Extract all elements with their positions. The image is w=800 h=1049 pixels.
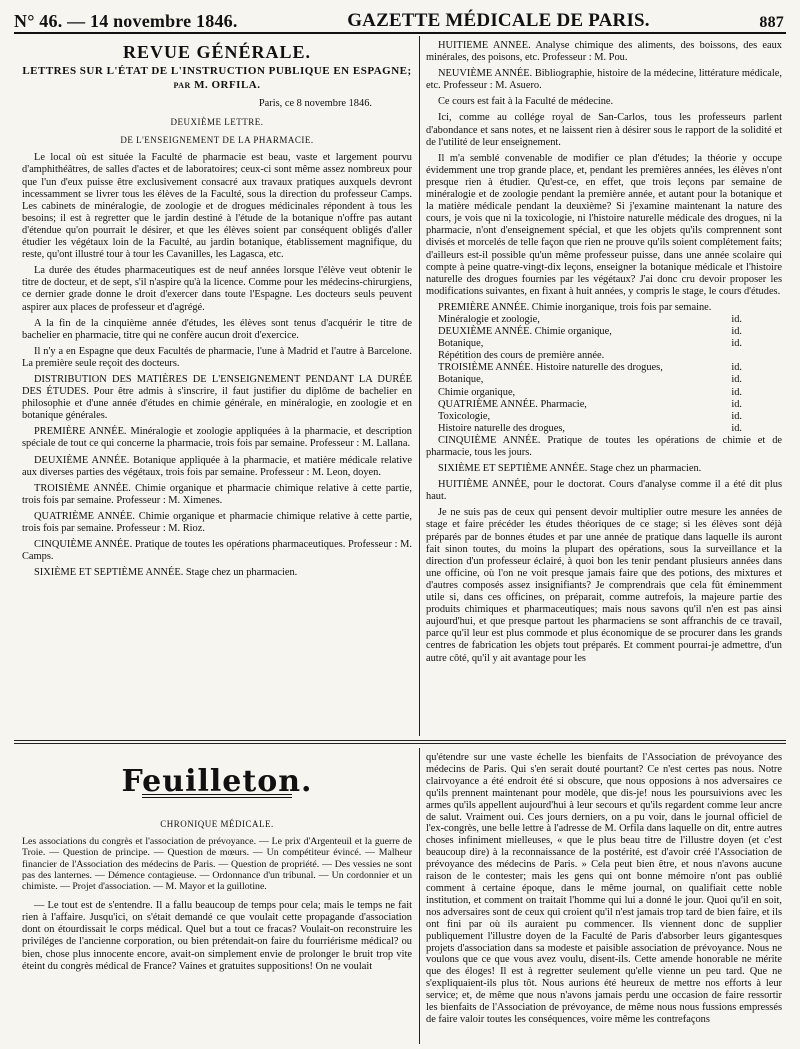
feuilleton-separator [14, 740, 786, 744]
paragraph: Je ne suis pas de ceux qui pensent devoir multiplier outre mesure les années de stage et faire précéder les études théoriques de ce stage; si les élèves sont déjà préparés par de bonnes études et par une année de pratique dans laquelle ils auront fait sinon toutes, du moins la plupart des opérations, sous la surveillance et la direction d'un professeur éclairé, à quoi bon les tenir pendant plusieurs années dans une officine, où l'on ne voit presque jamais faire que des potions, des mixtures et d'autres composés assez insignifiants? Je comprendrais que cela fût éminemment utile si, dans ces officines, on préparait, comme autrefois, la majeure partie des produits chimiques et pharmaceutiques; mais nous savons qu'il n'en est pas ainsi aujourd'hui, et que presque partout les pharmaciens se sont affranchis de ce travail, parce qu'il leur est plus commode et plus économique de se procurer dans les grands centres de fabrication les objets tout préparés. Et comment pourrai-je admettre, d'un autre côté, qu'il y ait avantage pour les [426, 507, 782, 664]
paragraph: — Le tout est de s'entendre. Il a fallu beaucoup de temps pour cela; mais le temps ne fait rien à l'affaire. Jusqu'ici, on s'était demandé ce que voulait cette propagande d'association dont on étourdissait le corps médical. Quel but a tout ce fracas? Voulait-on reconstruire les priviléges de l'ancienne corporation, ou bien prétendait-on faire du fourriérisme médical? ou bien, chose plus innocente encore, avait-on simplement envie de prolonger le bruit trop vite éteint du congrès médical de France? Vaines et gratuites suppositions! On ne voulait [22, 900, 412, 972]
paragraph: Ce cours est fait à la Faculté de médecine. [438, 96, 614, 108]
column-divider [419, 36, 420, 736]
page-number: 887 [759, 14, 784, 31]
paragraph: SIXIÈME ET SEPTIÈME ANNÉE. Stage chez un pharmacien. [34, 567, 298, 579]
left-bottom-column [22, 750, 412, 1044]
paragraph: Il n'y a en Espagne que deux Facultés de pharmacie, l'une à Madrid et l'autre à Barcelone. La première seule reçoit des docteurs. [22, 345, 412, 369]
paragraph: NEUVIÈME ANNÉE. Bibliographie, histoire de la médecine, littérature médicale, etc. Professeur : M. Asuero. [426, 68, 782, 92]
left-top-column [22, 40, 412, 736]
paragraph: QUATRIÈME ANNÉE. Chimie organique et pharmacie chimique relative à cette partie, trois fois par semaine. Professeur : M. Rioz. [22, 510, 412, 534]
article-subtitle: LETTRES SUR L'ÉTAT DE L'INSTRUCTION PUBLIQUE EN ESPAGNE; par M. ORFILA. [22, 65, 412, 92]
list-item: Botanique, id. [438, 374, 742, 386]
feuilleton-title: Feuilleton. [121, 764, 313, 799]
paragraph: HUITIÈME ANNÉE. Analyse chimique des aliments, des boissons, des eaux minérales, des poisons, etc. Professeur : M. Pou. [426, 40, 782, 64]
paragraph: DISTRIBUTION DES MATIÈRES DE L'ENSEIGNEMENT PENDANT LA DURÉE DES ÉTUDES. Pour être admis à s'inscrire, il faut justifier du diplôme de bachelier en philosophie et d'une année d'études en chimie générale, en minéralogie, en zoologie et en botanique générales. [22, 373, 412, 422]
paragraph: PREMIÈRE ANNÉE. Minéralogie et zoologie appliquées à la pharmacie, et description spéciale de tout ce qui concerne la pharmacie, trois fois par semaine. Professeur : M. Lallana. [22, 426, 412, 450]
column-divider [419, 748, 420, 1044]
chronique-heading: CHRONIQUE MÉDICALE. [160, 819, 274, 830]
list-item: DEUXIÈME ANNÉE. Chimie organique, id. [438, 326, 742, 338]
masthead [14, 2, 786, 34]
right-bottom-column [426, 752, 782, 1044]
list-item: Minéralogie et zoologie, id. [438, 313, 742, 325]
list-item: Histoire naturelle des drogues, id. [438, 422, 742, 434]
paragraph: TROISIÈME ANNÉE. Chimie organique et pharmacie chimique relative à cette partie, trois fois par semaine. Professeur : M. Ximenes. [22, 482, 412, 506]
dateline: Paris, ce 8 novembre 1846. [258, 98, 372, 110]
paragraph: Le local où est située la Faculté de pharmacie est beau, vaste et largement pourvu d'amphithéâtres, de salles d'actes et de laboratoires; ceux-ci sont même assez nombreux pour que l'un d'eux puisse être exclusivement consacré aux travaux pratiques auxquels devront incessamment se livrer tous les élèves de la Faculté, sous la direction du professeur Camps. Les cabinets de minéralogie, de zoologie et de drogues médicinales répondent à tous les besoins; il est à regretter que le jardin destiné à l'étude de la botanique n'offre pas autant d'étendue qu'on pourrait le désirer, et que les élèves soient par conséquent obligés d'aller étudier les végétaux loin de la Faculté, au jardin botanique, établissement magnifique, du reste, qu'ont illustré tour à tour les Cavanilles, les Lagasca, etc. [22, 152, 412, 261]
list-item: Répétition des cours de première année. [438, 350, 605, 362]
paragraph: CINQUIÈME ANNÉE. Pratique de toutes les opérations de chimie et de pharmacie, tous les jours. [426, 434, 782, 458]
list-item: QUATRIÈME ANNÉE. Pharmacie, id. [438, 398, 742, 410]
list-item: Botanique, id. [438, 338, 742, 350]
paragraph: La durée des études pharmaceutiques est de neuf années lorsque l'élève veut obtenir le titre de docteur, et de sept, s'il n'aspire qu'à la licence. Comme pour les médecins-chirurgiens, ce dernier grade donne le droit d'exercer dans toute l'Espagne. Les docteurs seuls peuvent aspirer aux places de professeur et d'agrégé. [22, 265, 412, 313]
chapter-heading: DE L'ENSEIGNEMENT DE LA PHARMACIE. [120, 135, 314, 146]
paragraph: CINQUIÈME ANNÉE. Pratique de toutes les opérations pharmaceutiques. Professeur : M. Camps. [22, 539, 412, 563]
paragraph: HUITIÈME ANNÉE, pour le doctorat. Cours d'analyse comme il a été dit plus haut. [426, 479, 782, 503]
paragraph: Il m'a semblé convenable de modifier ce plan d'études; la théorie y occupe évidemment une trop grande place, et, pendant les premières années, les élèves n'ont presque rien à étudier. Qu'est-ce, en effet, que trois leçons par semaine de minéralogie et de zoologie pendant la première année, et autant pour la botanique et la matière médicale pendant la deuxième? Si j'examine maintenant la nature des cours, je vois que ni la toxicologie, ni l'histoire naturelle médicale des drogues, ni la pharmacie, n'ont d'enseignement spécial, et que les objets qu'ils comprennent sont divisés et morcelés de telle façon que rien ne prouve qu'ils soient complétement faits; d'ailleurs est-il possible qu'un même professeur puisse, dans une année scolaire qui compte à peine quatre-vingt-dix leçons, enseigner la botanique médicale et l'histoire naturelle des drogues fournies par les végétaux? J'ai donc cru devoir proposer les modifications suivantes, en fixant à huit années, y compris le stage, le cours d'études. [426, 152, 782, 297]
paragraph: qu'étendre sur une vaste échelle les bienfaits de l'Association de prévoyance des médecins de Paris. Qui s'en serait douté pourtant? Ce n'est certes pas nous. Notre clairvoyance a été endroit été si obscure, que nous opposions à nos adversaires ce qu'ils prennent maintenant pour modèle, que dis-je! nous les poursuivions avec les armes qu'ils appellent aujourd'hui à leur secours et qu'ils regardent comme leur ancre de salut. Vraiment oui. Ces jours derniers, on a pu voir, dans le journal officiel de l'ex-congrès, une belle lettre à l'adresse de M. Orfila dans laquelle on dit, entre autres choses infiniment mielleuses, « que le plus beau titre de l'illustre doyen (et c'est beaucoup dire) à la reconnaissance de la postérité, est d'avoir créé l'Association de prévoyance des médecins de Paris. » Cela peut bien être, et nous n'avons aucune raison de le contester; mais les gens qui ont bonne mémoire n'ont pas oublié comment à certaine époque, dans le même journal, on qualifiait cette noble institution, et comment on traitait l'homme qui lui a donné le jour. Quoi qu'il en soit, nos adversaires sont de ceux qui croient qu'il n'est jamais trop tard de bien faire, et ils ont fini par où ils auraient pu commencer. Ils viennent donc de supplier publiquement l'illustre doyen de la Faculté de Paris d'absorber leurs gigantesques projets d'association dans sa modeste et paisible association de prévoyance. Nous ne voulons que ce que vous avez voulu, disent-ils. Cette amende honorable ne mérite que des éloges! Il est à regretter seulement qu'elle vienne un peu tard. Que ne s'expliquaient-ils plus tôt. Nous aurions été heureux de mettre nos efforts à leur service; et, de même que nous n'avons jamais perdu une occasion de faire ressortir les bienfaits de l'Association de prévoyance, de même nous nous fussions empressés de faire valoir toutes les conséquences, voire même les contrefaçons [426, 752, 782, 1025]
letter-number: DEUXIÈME LETTRE. [170, 117, 264, 128]
chronique-summary: Les associations du congrès et l'association de prévoyance. — Le prix d'Argenteuil et la guerre de Troie. — Question de principe. — Question de mœurs. — Un compétiteur évincé. — Malheur financier de l'Association des médecins de Paris. — Question de propriété. — Des vessies ne sont pas des lanternes. — Démence contagieuse. — Ordonnance d'un tribunal. — Un cordonnier et un chimiste. — Projet d'association. — M. Mayor et la guillotine. [22, 836, 412, 892]
list-item: Toxicologie, id. [438, 410, 742, 422]
paragraph: SIXIÈME ET SEPTIÈME ANNÉE. Stage chez un pharmacien. [438, 463, 702, 475]
paragraph: A la fin de la cinquième année d'études, les élèves sont tenus d'acquérir le titre de bachelier en pharmacie, titre qui ne confère aucun droit d'exercice. [22, 317, 412, 341]
list-item: Chimie organique, id. [438, 386, 742, 398]
right-top-column [426, 40, 782, 736]
paragraph: Ici, comme au collége royal de San-Carlos, tous les professeurs parlent d'abondance et sans notes, et ne laissent rien à désirer sous le rapport de la solidité et de l'utilité de leur enseignement. [426, 112, 782, 148]
gazette-title: GAZETTE MÉDICALE DE PARIS. [347, 10, 650, 31]
list-item: TROISIÈME ANNÉE. Histoire naturelle des drogues, id. [438, 362, 742, 374]
paragraph: DEUXIÈME ANNÉE. Botanique appliquée à la pharmacie, et matière médicale relative aux diverses parties des végétaux, trois fois par semaine. Professeur : M. Leon, doyen. [22, 454, 412, 478]
curriculum-list [426, 302, 782, 435]
issue-date: N° 46. — 14 novembre 1846. [14, 11, 238, 31]
section-title: REVUE GÉNÉRALE. [122, 42, 312, 62]
list-item: PREMIÈRE ANNÉE. Chimie inorganique, trois fois par semaine. [438, 301, 712, 313]
